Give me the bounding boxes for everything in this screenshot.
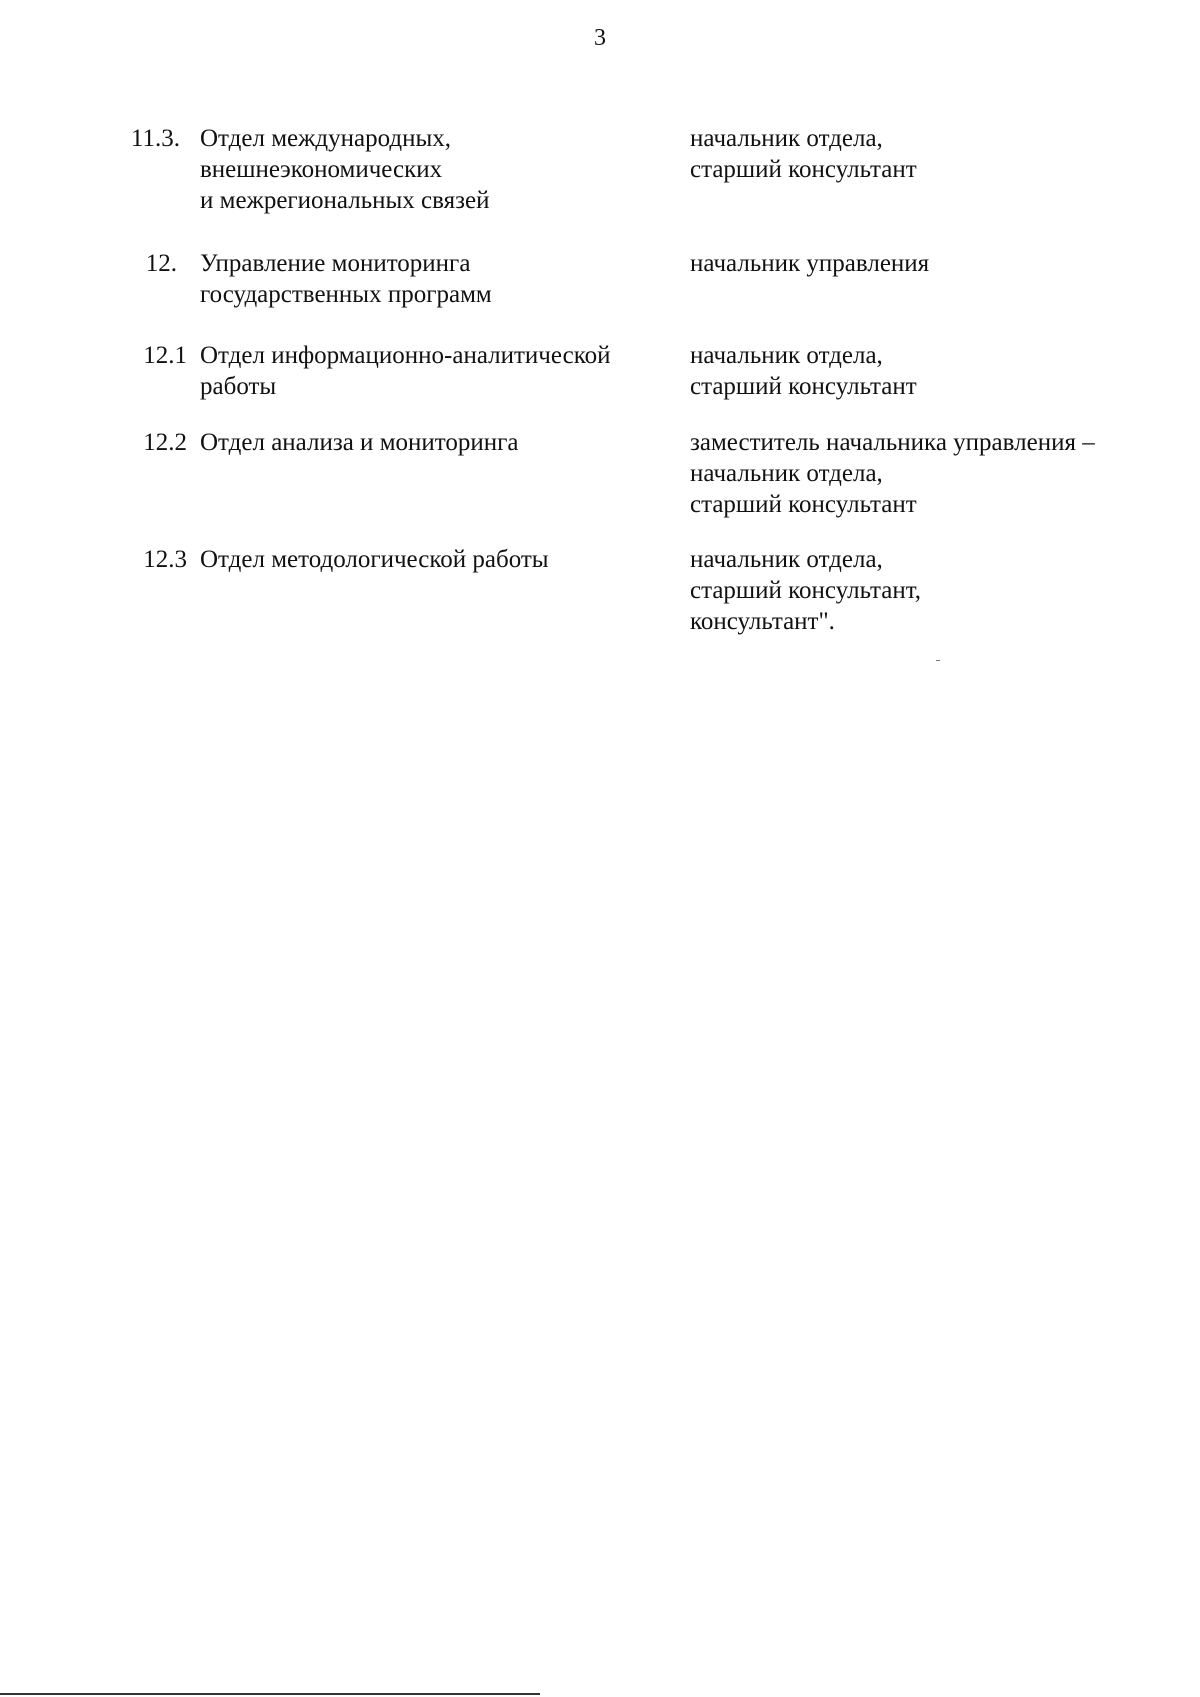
entry-number: 12.2 xyxy=(143,429,187,456)
position-title: старший консультант xyxy=(690,156,917,183)
department-name xyxy=(200,248,680,310)
department-name-line: Отдел международных, xyxy=(200,125,452,152)
position-titles xyxy=(690,340,1190,402)
position-titles xyxy=(690,544,1190,637)
scan-speck xyxy=(936,660,940,661)
department-name-line: Отдел информационно-аналитической xyxy=(200,342,611,369)
department-name xyxy=(200,340,680,402)
position-title: начальник управления xyxy=(690,250,930,277)
department-name-line: работы xyxy=(200,373,277,400)
position-title: начальник отдела, xyxy=(690,546,883,573)
position-titles xyxy=(690,123,1190,185)
position-title: заместитель начальника управления – xyxy=(690,429,1095,456)
department-name xyxy=(200,544,680,575)
position-title: старший консультант xyxy=(690,373,917,400)
position-title: начальник отдела, xyxy=(690,125,883,152)
entry-number: 12.3 xyxy=(143,546,187,573)
department-name-line: Отдел методологической работы xyxy=(200,546,549,573)
position-titles xyxy=(690,427,1190,520)
department-name xyxy=(200,123,680,216)
department-name-line: и межрегиональных связей xyxy=(200,187,490,214)
position-title: старший консультант xyxy=(690,491,917,518)
page-number: 3 xyxy=(594,25,606,51)
department-name xyxy=(200,427,680,458)
department-name-line: Отдел анализа и мониторинга xyxy=(200,429,519,456)
department-name-line: внешнеэкономических xyxy=(200,156,443,183)
position-title: начальник отдела, xyxy=(690,342,883,369)
bottom-rule xyxy=(0,1693,540,1695)
entry-number: 11.3. xyxy=(130,125,180,152)
position-titles xyxy=(690,248,1190,279)
position-title: консультант". xyxy=(690,608,835,635)
entry-number: 12. xyxy=(145,250,177,277)
department-name-line: государственных программ xyxy=(200,281,492,308)
entry-number: 12.1 xyxy=(143,342,187,369)
position-title: начальник отдела, xyxy=(690,460,883,487)
department-name-line: Управление мониторинга xyxy=(200,250,471,277)
position-title: старший консультант, xyxy=(690,577,922,604)
